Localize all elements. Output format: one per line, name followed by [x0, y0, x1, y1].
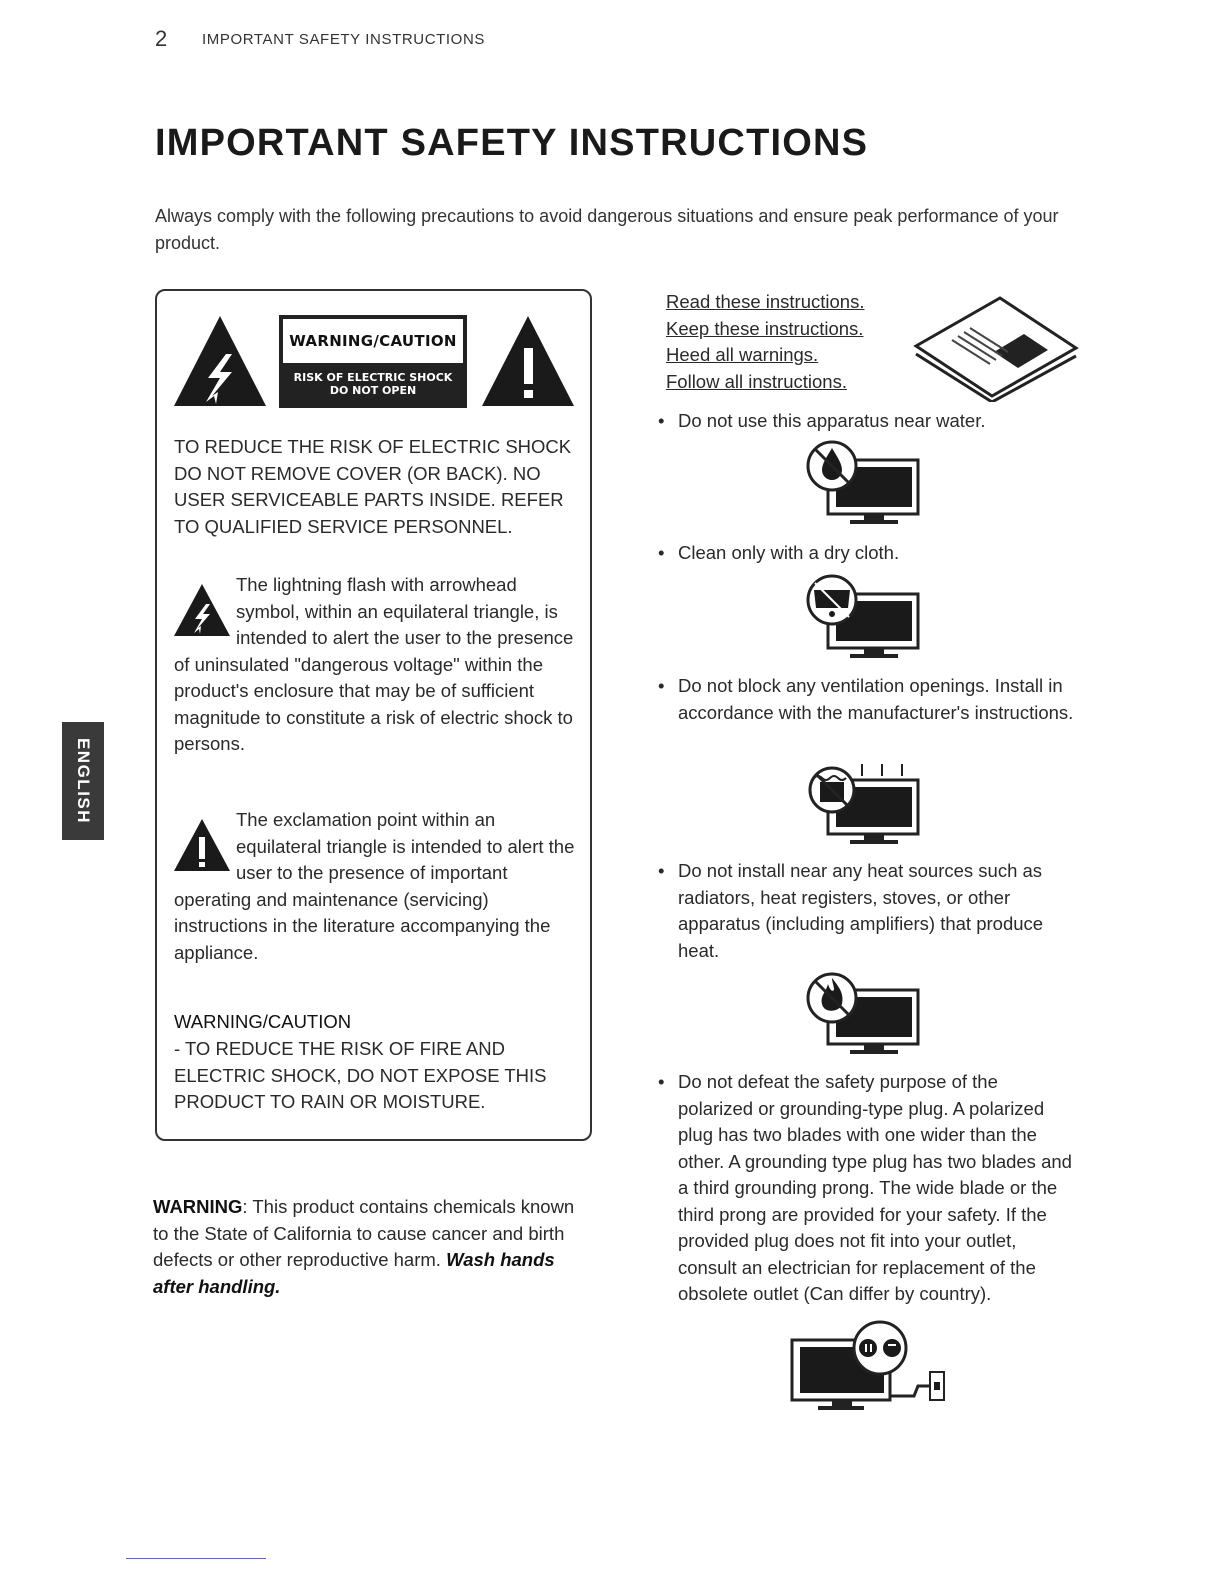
no-water-tv-icon: [806, 440, 922, 526]
lightning-triangle-icon: [174, 580, 236, 638]
grounded-plug-tv-icon: [790, 1320, 950, 1412]
instruction-heed: Heed all warnings.: [666, 344, 819, 365]
lightning-explanation: [174, 572, 578, 758]
warning-label-line1: RISK OF ELECTRIC SHOCK: [293, 371, 453, 384]
intro-paragraph: Always comply with the following precautions to avoid dangerous situations and ensure peak performance of your product.: [155, 206, 1059, 253]
manual-book-icon: [912, 294, 1080, 402]
page-title: IMPORTANT SAFETY INSTRUCTIONS: [155, 122, 869, 164]
exclamation-explanation: [174, 807, 578, 966]
footer-rule: [126, 1558, 266, 1559]
bullet-marker: •: [658, 860, 665, 881]
shock-notice: TO REDUCE THE RISK OF ELECTRIC SHOCK DO NOT REMOVE COVER (OR BACK). NO USER SERVICEABLE PARTS INSIDE. REFER TO QUALIFIED SERVICE PERSONNEL.: [174, 436, 572, 537]
running-header: IMPORTANT SAFETY INSTRUCTIONS: [202, 31, 485, 48]
chemical-warning: [153, 1194, 593, 1300]
no-heat-tv-icon: [806, 970, 922, 1056]
caution-heading: WARNING/CAUTION: [174, 1011, 352, 1032]
bullet-plug-text: Do not defeat the safety purpose of the polarized or grounding-type plug. A polarized plug has two blades with one wider than the other. A grounding type plug has two blades and a third grounding prong. The wide blade or the third prong are provided for your safety. If the provided plug does not fit into your outlet, consult an electrician for replacement of the obsolete outlet (Can differ by country).: [678, 1071, 1072, 1304]
warning-label-subtext: [281, 371, 465, 397]
exclamation-warning-icon: [480, 314, 576, 408]
warning-label: [279, 315, 467, 408]
bullet-marker: •: [658, 410, 665, 431]
instruction-follow: Follow all instructions.: [666, 370, 847, 392]
bullet-marker: •: [658, 542, 665, 563]
lightning-warning-icon: [172, 314, 268, 408]
language-tab: [62, 722, 104, 840]
language-tab-label: ENGLISH: [74, 737, 93, 825]
lightning-explanation-text: The lightning flash with arrowhead symbol, within an equilateral triangle, is intended to alert the user to the presence of uninsulated "dangerous voltage" within the product's enclosure that may be of sufficient magnitude to constitute a risk of electric shock to persons.: [174, 574, 574, 754]
no-blocked-vent-tv-icon: [806, 760, 922, 846]
page-number: 2: [155, 26, 168, 51]
bullet-dry-cloth-text: Clean only with a dry cloth.: [678, 542, 900, 563]
warning-label-title: WARNING/CAUTION: [283, 319, 463, 363]
bullet-marker: •: [658, 675, 665, 696]
chemical-warning-emphasis: Wash hands after handling.: [153, 1249, 555, 1297]
no-wet-cloth-tv-icon: [806, 574, 922, 660]
bullet-heat-text: Do not install near any heat sources such as radiators, heat registers, stoves, or other apparatus (including amplifiers) that produce heat.: [678, 860, 1044, 961]
caution-text: - TO REDUCE THE RISK OF FIRE AND ELECTRIC SHOCK, DO NOT EXPOSE THIS PRODUCT TO RAIN OR MOISTURE.: [174, 1038, 547, 1112]
exclamation-triangle-icon: [174, 815, 236, 873]
instructions-list: [666, 289, 864, 395]
instruction-read: Read these instructions.: [666, 291, 865, 312]
chemical-warning-label: WARNING: [153, 1196, 243, 1217]
bullet-ventilation-text: Do not block any ventilation openings. Install in accordance with the manufacturer's instructions.: [678, 675, 1074, 723]
chemical-warning-text: : This product contains chemicals known to the State of California to cause cancer and birth defects or other reproductive harm.: [153, 1196, 575, 1270]
exclamation-explanation-text: The exclamation point within an equilateral triangle is intended to alert the user to the presence of important operating and maintenance (servicing) instructions in the literature accompanying the appliance.: [174, 809, 575, 963]
instruction-keep: Keep these instructions.: [666, 317, 864, 339]
bullet-water-text: Do not use this apparatus near water.: [678, 410, 986, 431]
warning-label-line2: DO NOT OPEN: [329, 384, 417, 397]
bullet-marker: •: [658, 1071, 665, 1092]
